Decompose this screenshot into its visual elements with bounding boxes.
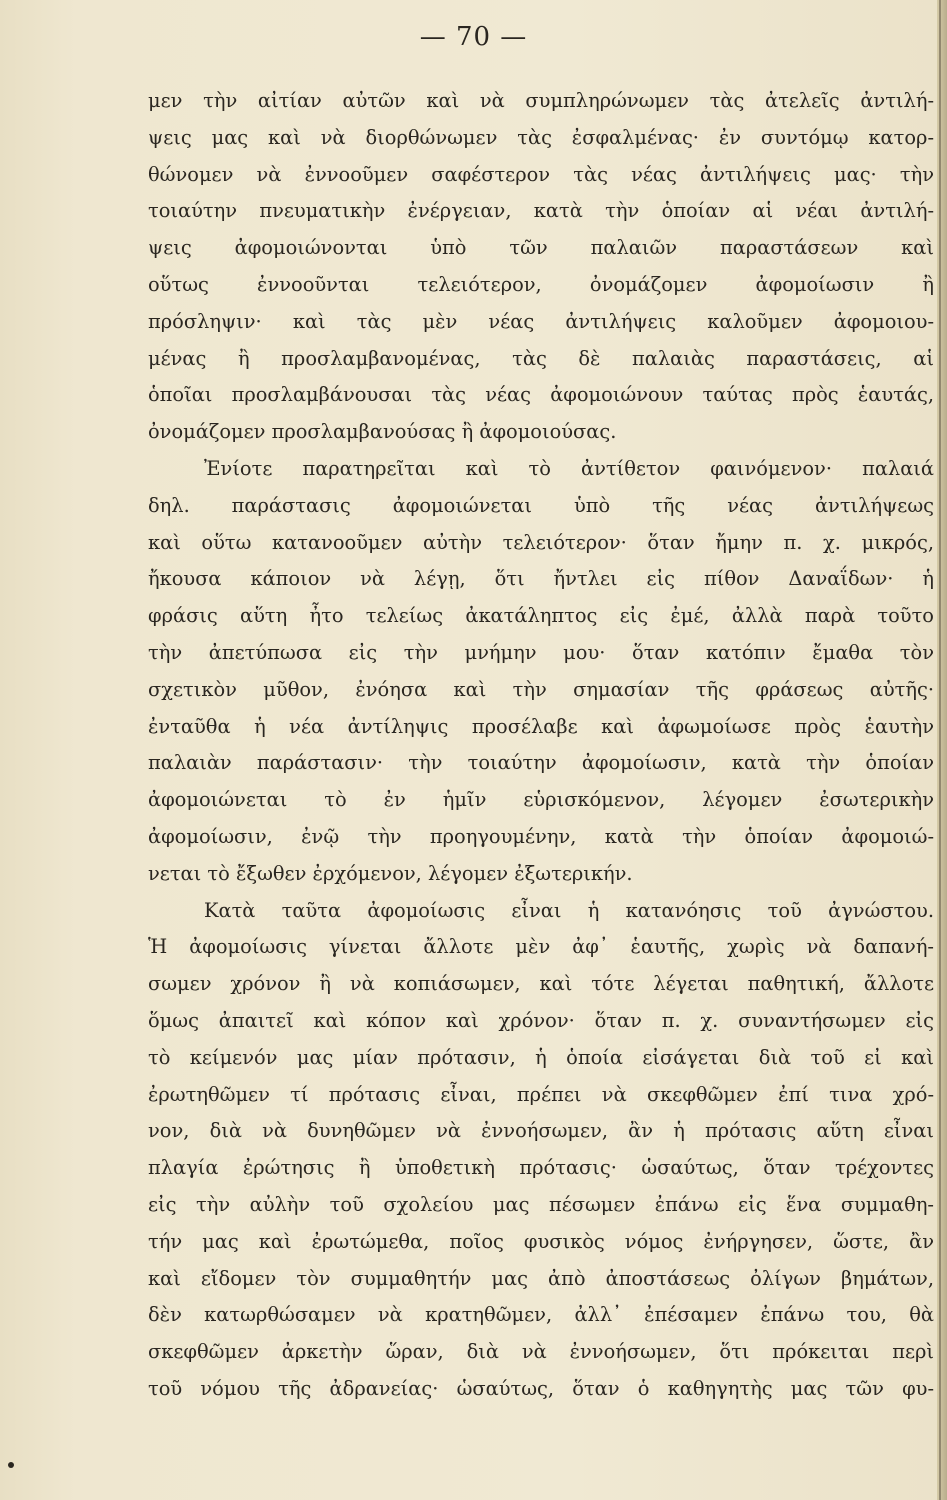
text-line: δηλ. παράστασις ἀφομοιώνεται ὑπὸ τῆς νέας ἀντιλήψεως <box>148 493 934 517</box>
text-line: ψεις ἀφομοιώνονται ὑπὸ τῶν παλαιῶν παραστάσεων καὶ <box>148 236 934 260</box>
text-line: Κατὰ ταῦτα ἀφομοίωσις εἶναι ἡ κατανόησις τοῦ ἀγνώστου. <box>204 898 934 922</box>
text-line: τοιαύτην πνευματικὴν ἐνέργειαν, κατὰ τὴν ὁποίαν αἱ νέαι ἀντιλή- <box>148 199 934 223</box>
text-line: ἐνταῦθα ἡ νέα ἀντίληψις προσέλαβε καὶ ἀφωμοίωσε πρὸς ἑαυτὴν <box>148 714 934 738</box>
text-line: μεν τὴν αἰτίαν αὐτῶν καὶ νὰ συμπληρώνωμεν τὰς ἀτελεῖς ἀντιλή- <box>148 89 934 112</box>
text-line: οὕτως ἐννοοῦνται τελειότερον, ὀνομάζομεν ἀφομοίωσιν ἢ <box>148 272 934 296</box>
text-line: ὁποῖαι προσλαμβάνουσαι τὰς νέας ἀφομοιώνουν ταύτας πρὸς ἑαυτάς, <box>148 383 934 407</box>
text-line: πλαγία ἐρώτησις ἢ ὑποθετικὴ πρότασις· ὡσαύτως, ὅταν τρέχοντες <box>148 1156 934 1180</box>
text-line: καὶ οὕτω κατανοοῦμεν αὐτὴν τελειότερον· ὅταν ἤμην π. χ. μικρός, <box>148 530 934 554</box>
text-line: ἐρωτηθῶμεν τί πρότασις εἶναι, πρέπει νὰ σκεφθῶμεν ἐπί τινα χρό- <box>148 1082 934 1106</box>
text-line: εἰς τὴν αὐλὴν τοῦ σχολείου μας πέσωμεν ἐπάνω εἰς ἕνα συμμαθη- <box>148 1192 934 1216</box>
text-line: τήν μας καὶ ἐρωτώμεθα, ποῖος φυσικὸς νόμος ἐνήργησεν, ὥστε, ἂν <box>148 1229 934 1253</box>
text-line: ἀφομοιώνεται τὸ ἐν ἡμῖν εὑρισκόμενον, λέγομεν ἐσωτερικὴν <box>148 788 934 812</box>
text-line: παλαιὰν παράστασιν· τὴν τοιαύτην ἀφομοίωσιν, κατὰ τὴν ὁποίαν <box>148 751 934 775</box>
text-line: τὸ κείμενόν μας μίαν πρότασιν, ἡ ὁποία εἰσάγεται διὰ τοῦ εἰ καὶ <box>148 1045 934 1069</box>
text-line: φράσις αὕτη ἦτο τελείως ἀκατάληπτος εἰς ἐμέ, ἀλλὰ παρὰ τοῦτο <box>148 604 934 628</box>
text-line: μένας ἢ προσλαμβανομένας, τὰς δὲ παλαιὰς παραστάσεις, αἱ <box>148 346 934 370</box>
text-line: σκεφθῶμεν ἀρκετὴν ὥραν, διὰ νὰ ἐννοήσωμεν, ὅτι πρόκειται περὶ <box>148 1340 934 1364</box>
text-line: θώνομεν νὰ ἐννοοῦμεν σαφέστερον τὰς νέας ἀντιλήψεις μας· τὴν <box>148 162 934 186</box>
text-line: νον, διὰ νὰ δυνηθῶμεν νὰ ἐννοήσωμεν, ἂν ἡ πρότασις αὕτη εἶναι <box>148 1119 934 1143</box>
text-line: ἀφομοίωσιν, ἐνῷ τὴν προηγουμένην, κατὰ τὴν ὁποίαν ἀφομοιώ- <box>148 824 934 848</box>
text-line: καὶ εἴδομεν τὸν συμμαθητήν μας ἀπὸ ἀποστάσεως ὀλίγων βημάτων, <box>148 1266 934 1290</box>
text-line: ὅμως ἀπαιτεῖ καὶ κόπον καὶ χρόνον· ὅταν π. χ. συναντήσωμεν εἰς <box>148 1008 934 1032</box>
text-line: νεται τὸ ἔξωθεν ἐρχόμενον, λέγομεν ἐξωτερικήν. <box>148 861 633 885</box>
text-line: τὴν ἀπετύπωσα εἰς τὴν μνήμην μου· ὅταν κατόπιν ἔμαθα τὸν <box>148 640 934 664</box>
text-line: Ἐνίοτε παρατηρεῖται καὶ τὸ ἀντίθετον φαινόμενον· παλαιά <box>204 456 934 480</box>
page-number: — 70 — <box>419 22 528 52</box>
text-line: σχετικὸν μῦθον, ἐνόησα καὶ τὴν σημασίαν τῆς φράσεως αὐτῆς· <box>148 677 934 701</box>
text-line: ἤκουσα κάποιον νὰ λέγῃ, ὅτι ἤντλει εἰς πίθον Δαναΐδων· ἡ <box>148 567 934 591</box>
text-line: Ἡ ἀφομοίωσις γίνεται ἄλλοτε μὲν ἀφ᾽ ἑαυτῆς, χωρὶς νὰ δαπανή- <box>148 935 934 959</box>
text-line: τοῦ νόμου τῆς ἀδρανείας· ὡσαύτως, ὅταν ὁ καθηγητὴς μας τῶν φυ- <box>148 1376 934 1400</box>
text-line: δὲν κατωρθώσαμεν νὰ κρατηθῶμεν, ἀλλ᾽ ἐπέσαμεν ἐπάνω του, θὰ <box>148 1303 934 1327</box>
text-line: ὀνομάζομεν προσλαμβανούσας ἢ ἀφομοιούσας. <box>148 420 617 444</box>
ink-speck <box>8 1462 14 1468</box>
text-line: πρόσληψιν· καὶ τὰς μὲν νέας ἀντιλήψεις καλοῦμεν ἀφομοιου- <box>148 309 934 333</box>
body-text <box>148 83 934 1408</box>
page-edge-line <box>939 0 941 1500</box>
text-line: ψεις μας καὶ νὰ διορθώνωμεν τὰς ἐσφαλμένας· ἐν συντόμῳ κατορ- <box>148 125 934 149</box>
text-line: σωμεν χρόνον ἢ νὰ κοπιάσωμεν, καὶ τότε λέγεται παθητική, ἄλλοτε <box>148 972 934 996</box>
